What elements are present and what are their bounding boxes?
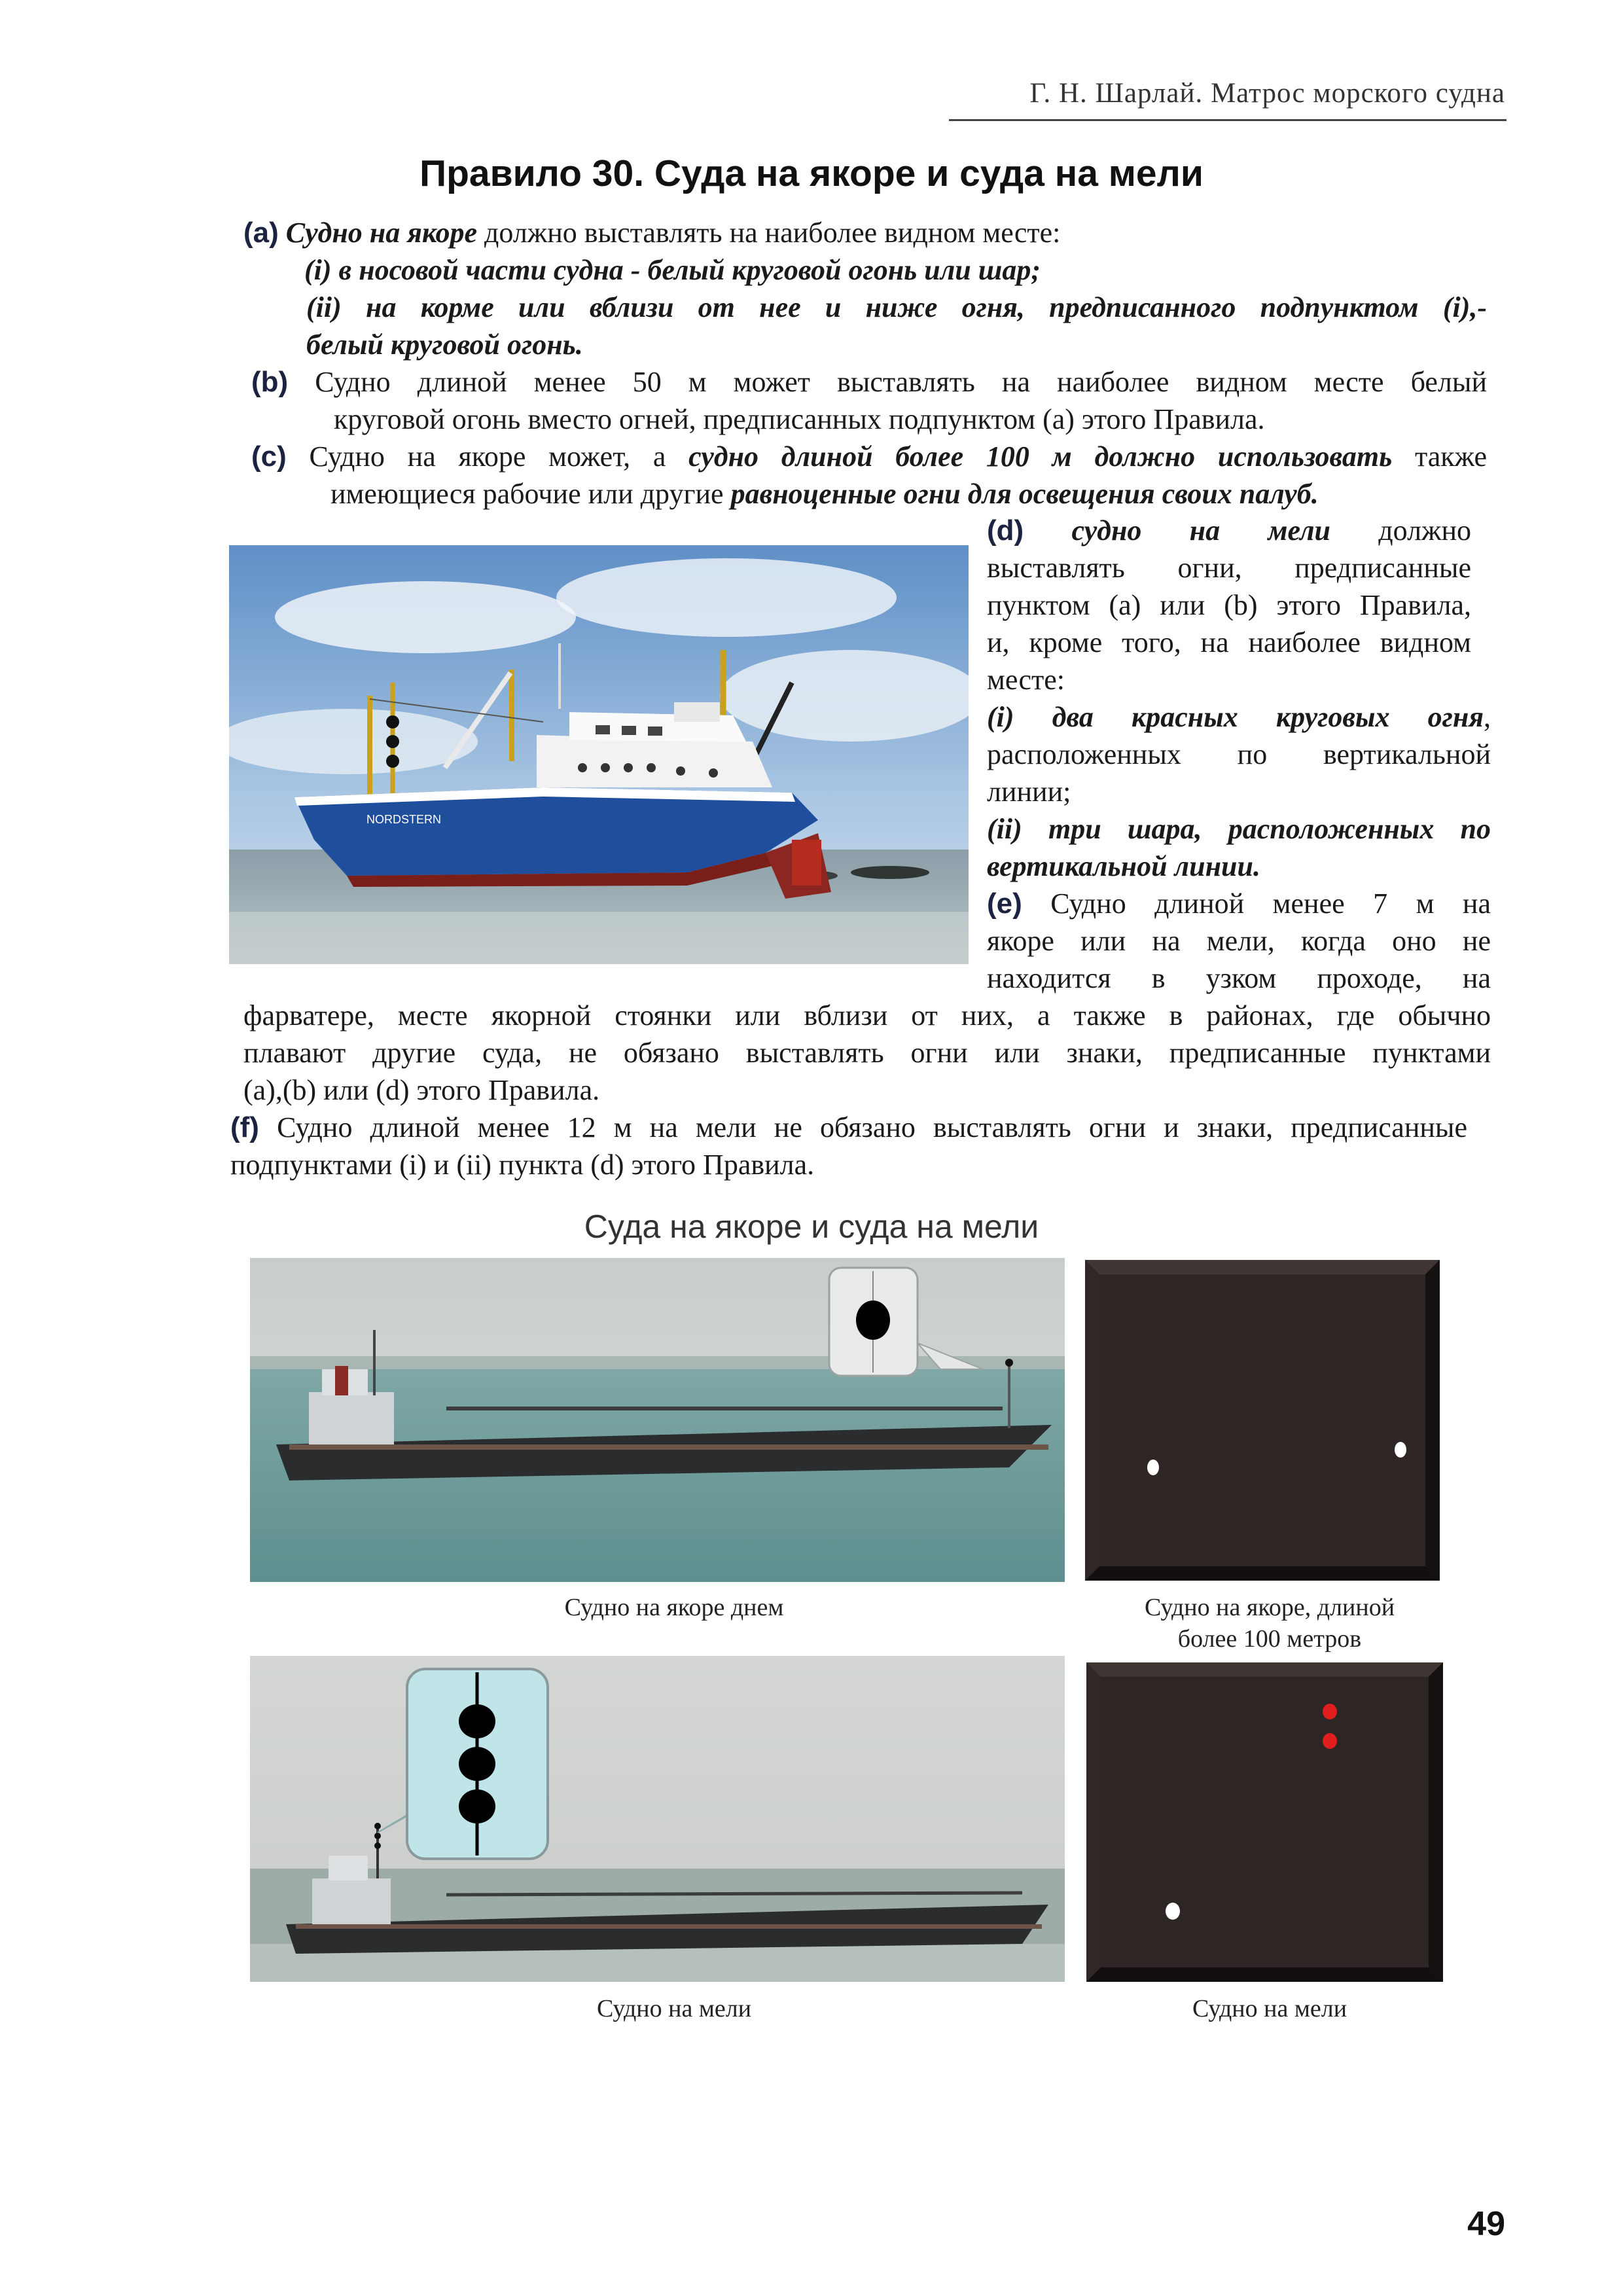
para-e-line1: Судно длиной менее 7 м на xyxy=(1050,888,1491,920)
red-light-lower xyxy=(1323,1733,1337,1749)
para-e-label: (e) xyxy=(987,888,1022,920)
header-rule xyxy=(949,119,1507,121)
para-c-line2 xyxy=(330,475,1482,512)
para-b-label: (b) xyxy=(251,366,289,398)
para-f-label: (f) xyxy=(230,1111,259,1143)
para-d-i-line3: линии; xyxy=(987,776,1071,808)
para-d-ii-line2: вертикальной линии. xyxy=(987,850,1260,882)
para-e xyxy=(987,885,1491,922)
red-light-upper xyxy=(1323,1704,1337,1719)
para-a xyxy=(243,214,1487,251)
para-a-term: Судно на якоре xyxy=(285,217,478,249)
para-e-line3: находится в узком проходе, на xyxy=(987,962,1491,994)
para-c xyxy=(251,438,1487,475)
aground-night-panel xyxy=(1086,1662,1443,1982)
caption-aground-night: Судно на мели xyxy=(1192,1995,1347,2022)
para-a-ii xyxy=(306,289,1487,326)
para-d-line0: должно xyxy=(1378,514,1472,547)
rule-title: Правило 30. Суда на якоре и суда на мели xyxy=(419,152,1204,194)
para-d-term: судно на мели xyxy=(1071,514,1330,547)
caption-anchor-night-2: более 100 метров xyxy=(1177,1625,1362,1653)
para-d-label: (d) xyxy=(987,514,1024,547)
para-a-text: должно выставлять на наиболее видном месте: xyxy=(477,217,1061,249)
para-f-line2: подпунктами (i) и (ii) пункта (d) этого Правила. xyxy=(230,1149,815,1181)
para-a-i-text: в носовой части судна - белый круговой огонь или шар; xyxy=(331,254,1041,286)
para-d-ii xyxy=(987,810,1491,848)
para-b-line1: Судно длиной менее 50 м может выставлять на наиболее видном месте белый xyxy=(315,366,1487,398)
ship-aground-photo xyxy=(229,545,969,964)
para-d xyxy=(987,512,1471,549)
caption-anchor-day: Судно на якоре днем xyxy=(564,1594,784,1621)
para-f-line1: Судно длиной менее 12 м на мели не обязано выставлять огни и знаки, предписанные xyxy=(277,1111,1468,1143)
para-d-line4: месте: xyxy=(987,664,1065,696)
para-d-i-line2: расположенных по вертикальной xyxy=(987,738,1491,770)
para-d-i xyxy=(987,698,1491,736)
anchor-light-aft xyxy=(1147,1460,1159,1475)
para-d-ii-line1: три шара, расположенных по xyxy=(1048,813,1491,845)
para-a-ii-line2: белый круговой огонь. xyxy=(306,329,583,361)
running-header: Г. Н. Шарлай. Матрос морского судна xyxy=(1029,78,1505,109)
anchor-light-fwd xyxy=(1395,1442,1406,1458)
para-d-i-emph: два красных круговых огня xyxy=(1052,701,1484,733)
anchor-night-panel xyxy=(1085,1260,1440,1581)
anchor-day-photo xyxy=(250,1258,1065,1582)
hull-name: NORDSTERN xyxy=(366,813,442,826)
para-e-line4: фарватере, месте якорной стоянки или вблизи от них, а также в районах, где обычно xyxy=(243,999,1491,1031)
aground-day-photo xyxy=(250,1656,1065,1982)
caption-aground-day: Судно на мели xyxy=(596,1995,752,2022)
para-e-line5: плавают другие суда, не обязано выставлять огни или знаки, предписанные пунктами xyxy=(243,1037,1491,1069)
para-d-ii-label: (ii) xyxy=(987,813,1022,845)
para-a-i xyxy=(304,251,1489,289)
caption-anchor-night-1: Судно на якоре, длиной xyxy=(1144,1594,1395,1621)
para-d-line3: и, кроме того, на наиболее видном xyxy=(987,626,1471,658)
para-d-line2: пунктом (a) или (b) этого Правила, xyxy=(987,589,1471,621)
para-e-line6: (a),(b) или (d) этого Правила. xyxy=(243,1074,600,1106)
para-b-line2: круговой огонь вместо огней, предписанных подпунктом (a) этого Правила. xyxy=(334,403,1265,435)
para-c-line1-end: также xyxy=(1392,440,1488,473)
para-a-ii-label: (ii) xyxy=(306,291,342,323)
page-number: 49 xyxy=(1467,2205,1505,2243)
para-b xyxy=(251,363,1487,401)
para-c-label: (c) xyxy=(251,440,287,473)
para-d-i-rest: , xyxy=(1484,701,1491,733)
para-c-line1-emph: судно длиной более 100 м должно использовать xyxy=(688,440,1393,473)
para-f xyxy=(230,1109,1467,1146)
figure-title: Суда на якоре и суда на мели xyxy=(584,1208,1039,1245)
para-c-line2-emph: равноценные огни для освещения своих палуб. xyxy=(730,478,1319,510)
white-light xyxy=(1166,1903,1180,1920)
para-d-line1: выставлять огни, предписанные xyxy=(987,552,1471,584)
para-a-i-label: (i) xyxy=(304,254,332,286)
para-c-line1-start: Судно на якоре может, а xyxy=(309,440,689,473)
para-a-label: (a) xyxy=(243,217,279,249)
para-c-line2-start: имеющиеся рабочие или другие xyxy=(330,478,731,510)
para-a-ii-line1: на корме или вблизи от нее и ниже огня, предписанного подпунктом (i),- xyxy=(366,291,1488,323)
para-d-i-label: (i) xyxy=(987,701,1014,733)
para-e-line2: якоре или на мели, когда оно не xyxy=(987,925,1491,957)
